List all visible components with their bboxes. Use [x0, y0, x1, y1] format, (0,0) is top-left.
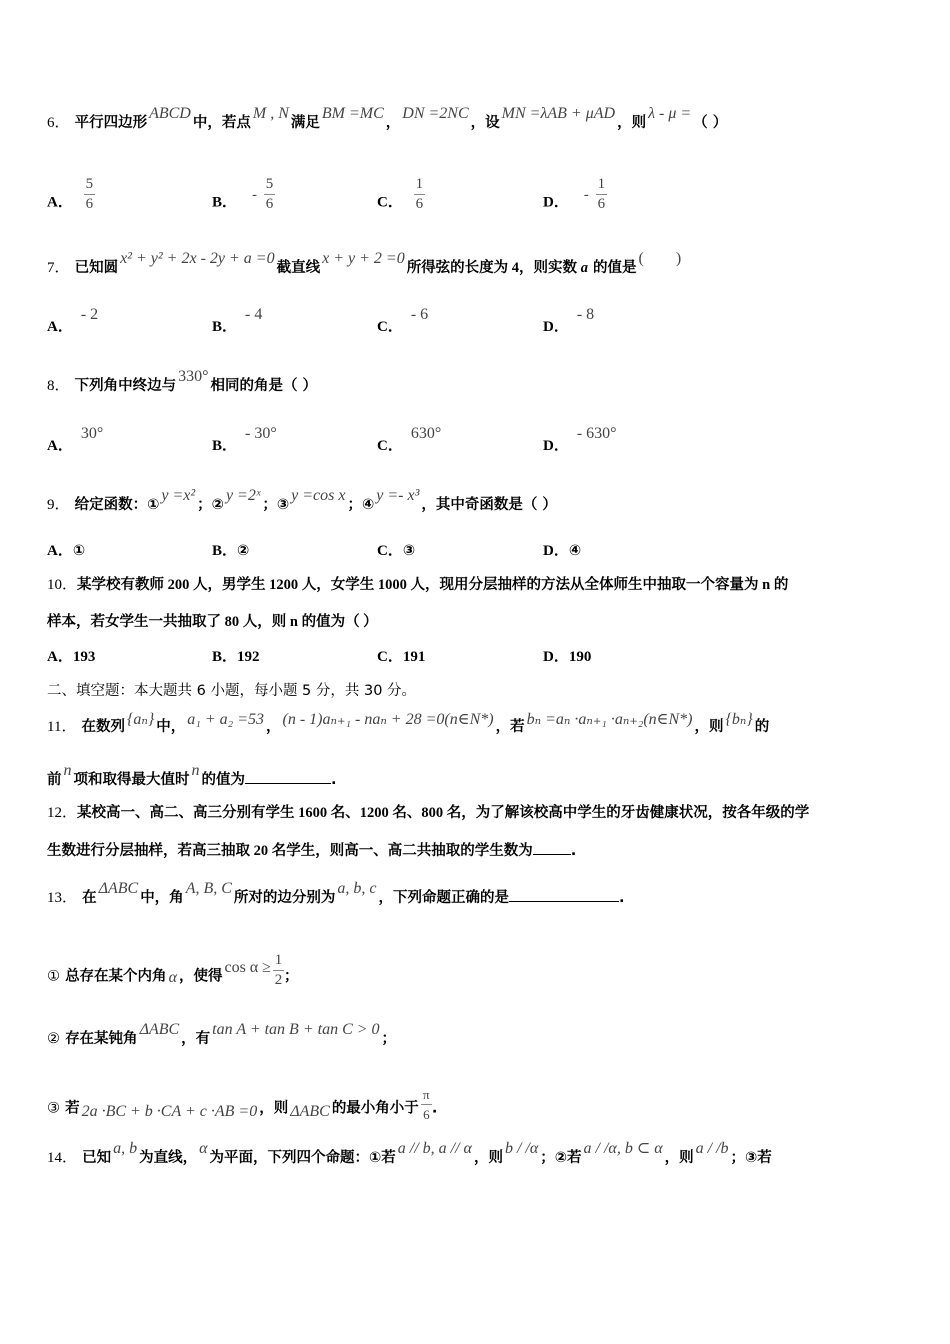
math-expr: α — [199, 1140, 208, 1157]
option-label: D． — [543, 649, 569, 665]
denominator: 6 — [423, 1107, 430, 1122]
option-b[interactable] — [212, 306, 263, 337]
stem-text: ；③ — [262, 497, 290, 513]
answer-paren: ( ) — [638, 250, 682, 267]
stem-text: ；④ — [347, 497, 375, 513]
option-value: 191 — [402, 649, 426, 665]
circled-number: ② — [47, 1031, 60, 1047]
option-label: D． — [543, 543, 569, 559]
option-d[interactable] — [543, 176, 607, 221]
option-value: ④ — [568, 543, 582, 559]
option-value: - 30° — [245, 425, 277, 442]
stem-text: 某校高一、高二、高三分别有学生 1600 名、1200 名、800 名，为了解该校高中学生的牙齿健康状况，按各年级的学 — [77, 805, 810, 821]
math-expr: A, B, C — [185, 880, 232, 897]
math-expr: a // b, a // α — [397, 1140, 472, 1157]
question-number: 12． — [47, 805, 78, 821]
math-expr: x + y + 2 =0 — [322, 250, 405, 267]
question-11-line-2 — [47, 762, 337, 790]
math-expr: a, b — [113, 1140, 138, 1157]
option-label: D． — [543, 438, 569, 454]
stem-text: . — [331, 772, 337, 788]
math-expr: 330° — [178, 368, 209, 385]
math-expr: DN =2NC — [402, 105, 469, 122]
question-number: 11． — [47, 719, 77, 735]
stem-text: 若 — [65, 1100, 80, 1117]
math-expr: M , N — [252, 105, 289, 122]
math-expr: y =2ˣ — [225, 487, 261, 504]
variable-a: a — [580, 260, 588, 276]
math-expr: a / /α, b ⊂ α — [583, 1140, 663, 1157]
option-value: - 4 — [245, 306, 263, 323]
question-12-line-2 — [47, 839, 576, 861]
option-label: B． — [212, 194, 238, 211]
option-value: ③ — [402, 543, 416, 559]
stem-text: ；③若 — [730, 1150, 772, 1166]
option-label: A． — [47, 194, 73, 211]
stem-text: 样本，若女学生一共抽取了 80 人，则 n 的值为（ ） — [47, 614, 378, 630]
option-label: B． — [212, 438, 238, 454]
option-value: 192 — [237, 649, 260, 665]
question-number: 8． — [47, 378, 70, 394]
stem-text: 前 — [47, 772, 62, 788]
stem-text: 已知圆 — [74, 260, 119, 276]
math-expr: n — [191, 762, 200, 779]
stem-text: 已知 — [82, 1150, 112, 1166]
option-value: ① — [72, 543, 86, 559]
option-label: B． — [212, 649, 238, 665]
question-number: 14． — [47, 1150, 78, 1166]
stem-text: ，下列命题正确的是 — [378, 890, 510, 906]
math-expr: a, b, c — [337, 880, 377, 897]
math-expr: n — [63, 762, 72, 779]
circled-number: ③ — [47, 1100, 60, 1117]
option-b[interactable] — [212, 176, 275, 221]
option-d[interactable] — [543, 647, 591, 667]
denominator: 6 — [415, 196, 424, 212]
stem-text: ，则 — [617, 115, 647, 131]
minus-sign: - — [252, 186, 257, 203]
question-7-stem — [47, 250, 683, 278]
stem-text: 总存在某个内角 — [65, 968, 167, 985]
option-d[interactable] — [543, 541, 581, 561]
option-d[interactable] — [543, 306, 595, 337]
stem-text: 在数列 — [81, 719, 126, 735]
question-9-stem — [47, 487, 557, 515]
stem-text: 给定函数：① — [74, 497, 160, 513]
stem-text: ，使得 — [178, 968, 223, 985]
math-expr: cos α ≥ — [224, 958, 271, 976]
option-label: D． — [543, 319, 569, 335]
math-expr: bₙ =aₙ ·aₙ₊₁ ·aₙ₊₂(n∈N*) — [526, 711, 693, 728]
denominator: 6 — [597, 196, 606, 212]
question-8-stem — [47, 368, 318, 396]
fraction — [264, 176, 275, 213]
question-11-stem — [47, 711, 770, 737]
stem-text: ； — [283, 968, 299, 985]
stem-text: ，则 — [694, 719, 724, 735]
math-expr: y =cos x — [291, 487, 346, 504]
fraction-bar — [414, 194, 425, 195]
stem-text: ，设 — [470, 115, 500, 131]
option-value: 30° — [80, 425, 104, 442]
answer-blank[interactable] — [509, 886, 619, 902]
option-label: C． — [377, 649, 403, 665]
option-b[interactable] — [212, 541, 249, 561]
fraction — [421, 1086, 432, 1123]
numerator: 5 — [265, 176, 274, 192]
option-d[interactable] — [543, 425, 617, 456]
stem-text: 的 — [754, 719, 770, 735]
math-expr: a₁ + a₂ =53 — [187, 711, 265, 728]
section-title: 二、填空题：本大题共 6 小题，每小题 5 分，共 30 分。 — [47, 683, 417, 699]
numerator: 1 — [274, 952, 283, 968]
option-a[interactable] — [47, 306, 99, 337]
option-label: A． — [47, 438, 73, 454]
stem-text: 存在某钝角 — [65, 1031, 138, 1047]
math-expr: λ - μ = — [648, 105, 692, 122]
option-c[interactable] — [377, 647, 425, 667]
stem-text: ，其中奇函数是（ ） — [421, 497, 557, 513]
question-number: 13． — [47, 890, 78, 906]
question-12-line-1 — [47, 803, 809, 823]
math-expr: MN =λAB + μAD — [501, 105, 616, 122]
option-label: A． — [47, 319, 73, 335]
stem-text: 下列角中终边与 — [74, 378, 177, 394]
fraction-bar — [421, 1104, 432, 1105]
minus-sign: - — [583, 186, 589, 203]
math-expr: ABCD — [149, 105, 191, 122]
stem-text: ；② — [197, 497, 224, 513]
option-b[interactable] — [212, 647, 260, 667]
stem-text: . — [570, 843, 577, 859]
stem-text: 为平面，下列四个命题：①若 — [209, 1150, 396, 1166]
fraction-bar — [273, 970, 284, 971]
option-value: 630° — [410, 425, 442, 442]
stem-text: . — [431, 1100, 438, 1117]
statement-1 — [47, 952, 299, 995]
denominator: 2 — [274, 972, 283, 988]
math-expr: ΔABC — [290, 1102, 330, 1120]
math-expr: (n - 1)aₙ₊₁ - naₙ + 28 =0(n∈N*) — [282, 711, 494, 728]
option-c[interactable] — [377, 541, 415, 561]
math-expr: a / /b — [695, 1140, 729, 1157]
math-expr: y =- x³ — [376, 487, 420, 504]
stem-text: 中，若点 — [192, 115, 251, 131]
fraction — [414, 176, 425, 213]
statement-3 — [47, 1087, 438, 1127]
option-label: C． — [377, 543, 403, 559]
stem-text: ， — [266, 719, 281, 735]
option-value: 193 — [72, 649, 96, 665]
fraction — [84, 176, 95, 213]
stem-text: ； — [381, 1031, 397, 1047]
stem-text: . — [619, 890, 625, 906]
question-10-line-1 — [47, 575, 788, 595]
statement-2 — [47, 1021, 397, 1049]
numerator: 1 — [597, 176, 606, 192]
stem-text: ，则 — [473, 1150, 503, 1166]
stem-text: 平行四边形 — [74, 115, 148, 131]
option-c[interactable] — [377, 306, 429, 337]
stem-text: 的值是 — [587, 260, 637, 276]
stem-text: 为直线， — [139, 1150, 198, 1166]
answer-paren: （ ） — [693, 115, 728, 131]
numerator: π — [423, 1087, 430, 1102]
question-number: 6． — [47, 115, 70, 131]
question-13-stem — [47, 880, 625, 908]
question-14-stem — [47, 1140, 772, 1168]
stem-text: 中，角 — [140, 890, 184, 906]
option-label: A． — [47, 543, 73, 559]
option-label: B． — [212, 543, 238, 559]
fraction — [596, 176, 607, 213]
stem-text: 中， — [156, 719, 186, 735]
question-10-line-2 — [47, 612, 378, 632]
math-expr: b / /α — [504, 1140, 539, 1157]
stem-text: 在 — [82, 890, 97, 906]
option-a[interactable] — [47, 647, 95, 667]
stem-text: ，若 — [495, 719, 525, 735]
question-number: 9． — [47, 497, 70, 513]
option-label: D． — [543, 194, 569, 211]
option-label: C． — [377, 438, 403, 454]
option-label: A． — [47, 649, 73, 665]
fraction-bar — [264, 194, 275, 195]
numerator: 5 — [85, 176, 94, 192]
stem-text: ，有 — [181, 1031, 211, 1047]
question-6-stem — [47, 105, 728, 133]
stem-text: 生数进行分层抽样，若高三抽取 20 名学生，则高一、高二共抽取的学生数为 — [47, 843, 533, 859]
stem-text: 所得弦的长度为 4，则实数 — [406, 260, 581, 276]
option-value: - 630° — [576, 425, 617, 442]
option-a[interactable] — [47, 425, 104, 456]
math-expr: ΔABC — [98, 880, 139, 897]
option-b[interactable] — [212, 425, 277, 456]
stem-text: 截直线 — [276, 260, 321, 276]
math-expr: {aₙ} — [127, 711, 155, 728]
stem-text: ；②若 — [540, 1150, 582, 1166]
answer-blank[interactable] — [245, 768, 331, 784]
option-a[interactable] — [47, 176, 95, 221]
stem-text: ，则 — [259, 1100, 289, 1117]
stem-text: 的最小角小于 — [331, 1100, 419, 1117]
denominator: 6 — [265, 196, 274, 212]
option-value: 190 — [568, 649, 592, 665]
numerator: 1 — [415, 176, 424, 192]
math-expr: ΔABC — [139, 1021, 180, 1038]
stem-text: 的值为 — [201, 772, 245, 788]
answer-blank[interactable] — [533, 839, 571, 855]
question-number: 7． — [47, 260, 70, 276]
math-expr: x² + y² + 2x - 2y + a =0 — [120, 250, 275, 267]
option-c[interactable] — [377, 425, 442, 456]
option-label: B． — [212, 319, 238, 335]
section-heading — [47, 681, 416, 701]
option-value: ② — [237, 543, 250, 559]
math-expr: 2a ·BC + b ·CA + c ·AB =0 — [81, 1102, 258, 1120]
option-label: C． — [377, 194, 403, 211]
question-number: 10． — [47, 577, 78, 593]
stem-text: 相同的角是（ ） — [210, 378, 318, 394]
option-c[interactable] — [377, 176, 425, 221]
math-expr: tan A + tan B + tan C > 0 — [212, 1021, 380, 1038]
stem-text: 项和取得最大值时 — [73, 772, 190, 788]
math-expr: {bₙ} — [725, 711, 753, 728]
fraction — [273, 952, 284, 989]
math-expr: α — [168, 968, 177, 986]
stem-text: 所对的边分别为 — [233, 890, 336, 906]
stem-text: 满足 — [290, 115, 320, 131]
stem-text: ， — [385, 115, 401, 131]
fraction-bar — [84, 194, 95, 195]
option-value: - 6 — [410, 306, 429, 323]
math-expr: y =x² — [161, 487, 196, 504]
option-value: - 2 — [80, 306, 99, 323]
circled-number: ① — [47, 968, 60, 985]
stem-text: 某学校有教师 200 人，男学生 1200 人，女学生 1000 人，现用分层抽样的方法从全体师生中抽取一个容量为 n 的 — [77, 577, 789, 593]
option-a[interactable] — [47, 541, 85, 561]
option-value: - 8 — [576, 306, 595, 323]
math-expr: BM =MC — [321, 105, 384, 122]
fraction-bar — [596, 194, 607, 195]
denominator: 6 — [85, 196, 94, 212]
stem-text: ，则 — [664, 1150, 694, 1166]
option-label: C． — [377, 319, 403, 335]
